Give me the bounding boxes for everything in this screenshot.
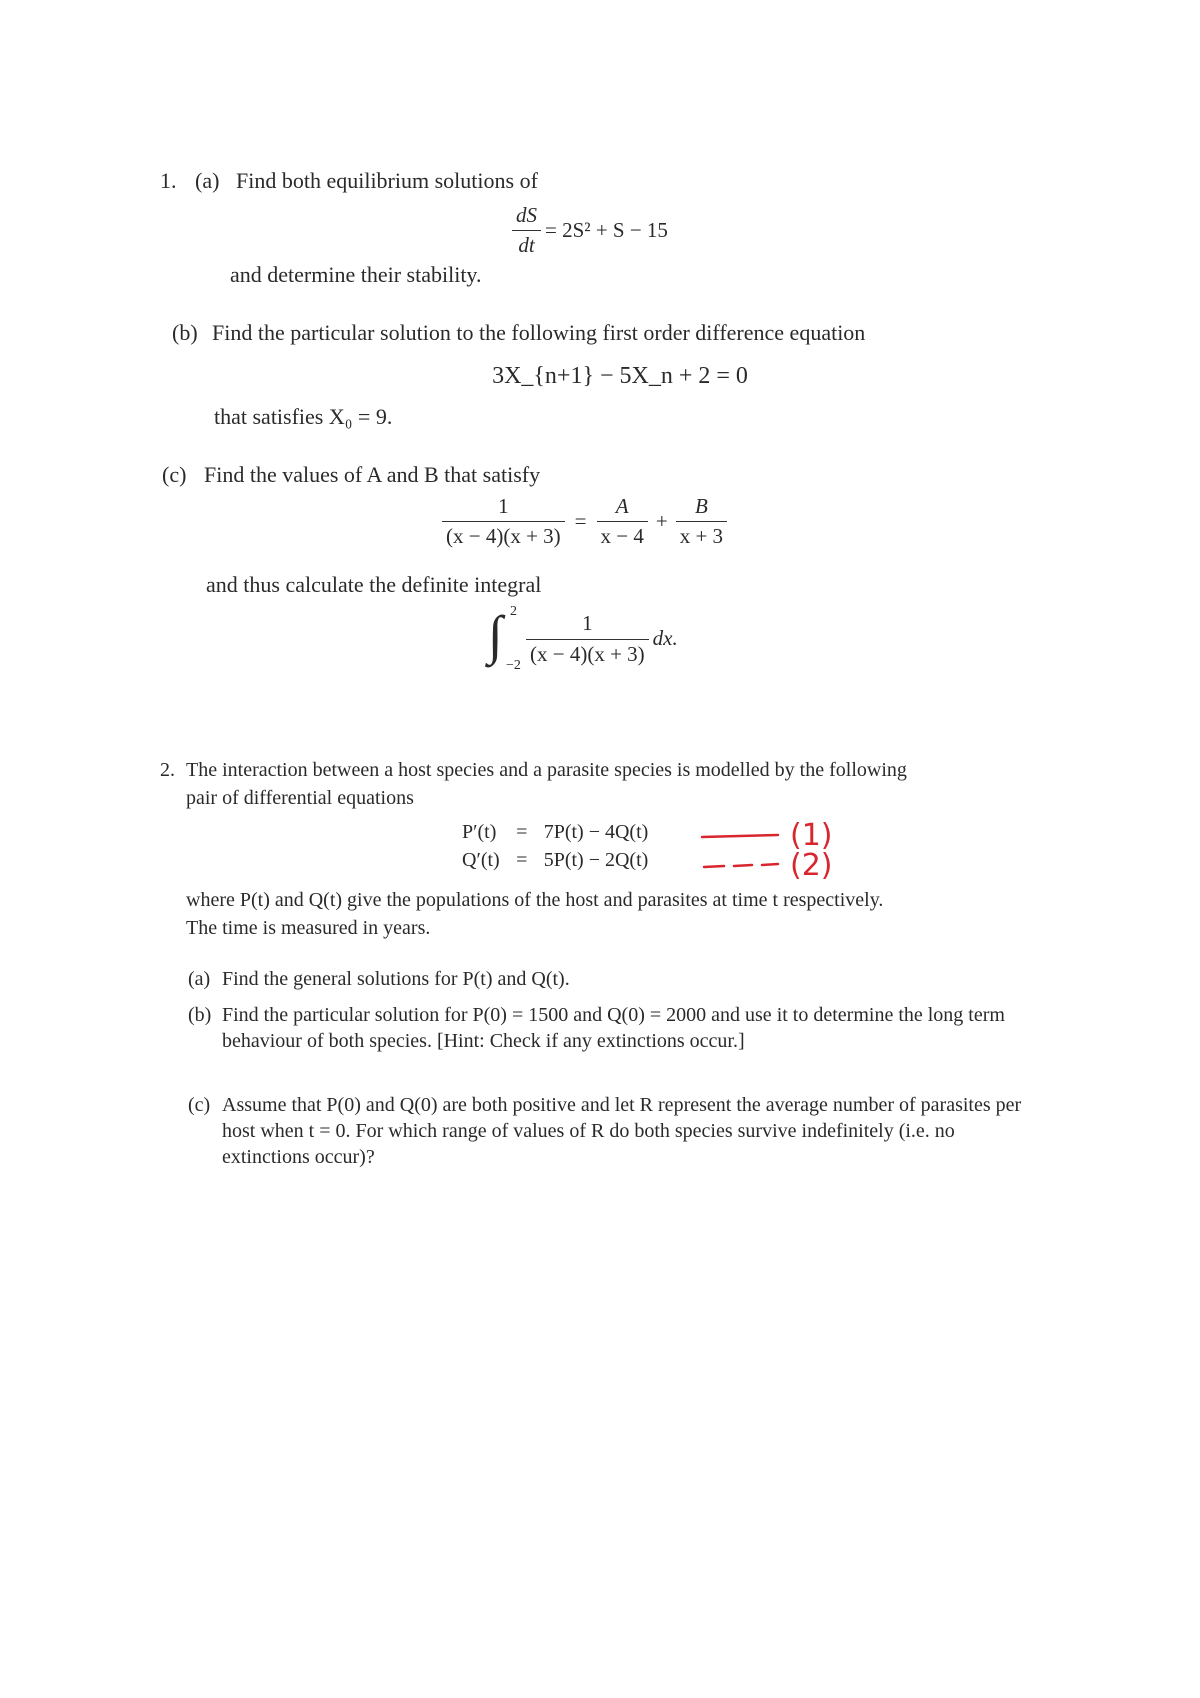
q1c-b-denominator: x + 3 bbox=[676, 521, 727, 549]
q1-number: 1. bbox=[160, 168, 177, 193]
annotation-eq2: (2) bbox=[790, 848, 833, 883]
eq2-lhs: Q′(t) bbox=[462, 849, 500, 871]
q1c-lhs-fraction bbox=[442, 494, 565, 549]
q2c-label: (c) bbox=[188, 1094, 211, 1116]
q1a-intro: Find both equilibrium solutions of bbox=[236, 168, 538, 193]
q1c-dx: dx. bbox=[652, 626, 678, 651]
q1c-after: and thus calculate the definite integral bbox=[206, 572, 542, 597]
eq1-equals: = bbox=[516, 821, 528, 843]
q1b-after: that satisfies X₀ = 9. bbox=[214, 404, 393, 429]
q1c-integrand-denominator: (x − 4)(x + 3) bbox=[526, 639, 649, 667]
q2-system bbox=[462, 820, 648, 872]
q1c-a-fraction bbox=[597, 494, 648, 549]
annotation-eq1: (1) bbox=[790, 818, 833, 853]
q1c-intro: Find the values of A and B that satisfy bbox=[204, 462, 541, 487]
q2-intro-line2: pair of differential equations bbox=[186, 787, 414, 809]
q2-where-line2: The time is measured in years. bbox=[186, 917, 431, 939]
q2-where-line1: where P(t) and Q(t) give the populations of the host and parasites at time t respectively. bbox=[186, 889, 884, 911]
q2a-text: Find the general solutions for P(t) and Q(t). bbox=[222, 968, 570, 990]
q2a-label: (a) bbox=[188, 968, 211, 990]
q1a-equation bbox=[508, 203, 668, 258]
q1c-lhs-numerator: 1 bbox=[498, 494, 509, 518]
q2-number: 2. bbox=[160, 759, 175, 781]
integral-lower-limit: −2 bbox=[506, 658, 521, 673]
q1c-plus: + bbox=[655, 509, 668, 534]
eq2-rhs: 5P(t) − 2Q(t) bbox=[543, 849, 649, 871]
q2b-text: Find the particular solution for P(0) = 1500 and Q(0) = 2000 and use it to determine the long term behaviour of both species. [Hint: Check if any extinctions occur.] bbox=[222, 1004, 1005, 1052]
annotation-line-1 bbox=[702, 835, 778, 837]
q2-intro-line1: The interaction between a host species and a parasite species is modelled by the following bbox=[186, 759, 907, 781]
q1c-label: (c) bbox=[162, 462, 187, 487]
q1c-lhs-denominator: (x − 4)(x + 3) bbox=[442, 521, 565, 549]
q1c-a-denominator: x − 4 bbox=[597, 521, 648, 549]
q1a-after: and determine their stability. bbox=[230, 262, 482, 287]
q1a-denominator: dt bbox=[512, 230, 541, 258]
q2b-label: (b) bbox=[188, 1004, 212, 1026]
annotation-dash-2 bbox=[734, 865, 752, 866]
q1c-a-numerator: A bbox=[615, 494, 629, 518]
annotation-dash-1 bbox=[704, 866, 724, 867]
q1a-label: (a) bbox=[195, 168, 220, 193]
q1c-integrand bbox=[526, 611, 649, 666]
q1b-intro: Find the particular solution to the following first order difference equation bbox=[212, 320, 866, 345]
integral-upper-limit: 2 bbox=[510, 604, 517, 619]
q1b-equation: 3X_{n+1} − 5X_n + 2 = 0 bbox=[492, 363, 748, 389]
q1c-partial-fractions bbox=[438, 494, 731, 549]
q1c-integral bbox=[488, 604, 678, 674]
eq1-lhs: P′(t) bbox=[462, 821, 497, 843]
q1c-b-numerator: B bbox=[694, 494, 708, 518]
q2c-text: Assume that P(0) and Q(0) are both positive and let R represent the average number of parasites per host when t = 0. For which range of values of R do both species survive indefinitely (i.e. no extinctions occur)? bbox=[222, 1094, 1022, 1168]
eq2-equals: = bbox=[516, 849, 528, 871]
q1b-label: (b) bbox=[172, 320, 198, 345]
q1a-fraction bbox=[512, 203, 541, 258]
q1a-numerator: dS bbox=[516, 203, 537, 227]
integral-sign: ∫ 2 −2 bbox=[488, 604, 521, 673]
q1a-rhs: = 2S² + S − 15 bbox=[545, 218, 668, 243]
q1c-equals: = bbox=[574, 509, 587, 534]
q1c-integrand-numerator: 1 bbox=[582, 611, 593, 636]
q1c-b-fraction bbox=[676, 494, 727, 549]
annotation-dash-3 bbox=[762, 864, 778, 865]
eq1-rhs: 7P(t) − 4Q(t) bbox=[543, 821, 649, 843]
